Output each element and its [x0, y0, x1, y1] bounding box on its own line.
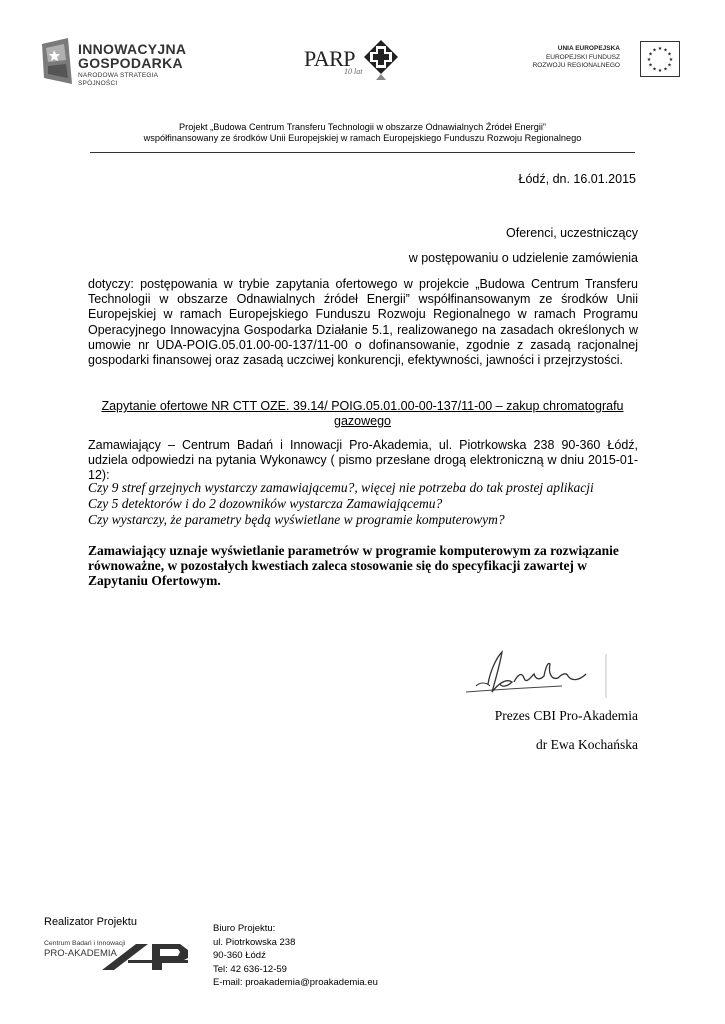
office-city: 90-360 Łódź [213, 950, 266, 962]
ig-logo-line3: NARODOWA STRATEGIA SPÓJNOŚCI [78, 72, 158, 87]
realizator-label: Realizator Projektu [44, 916, 137, 928]
eu-logo-line2: EUROPEJSKI FUNDUSZ [545, 54, 620, 61]
intro-paragraph: Zamawiający – Centrum Badań i Innowacji Pro-Akademia, ul. Piotrkowska 238 90-360 Łódź, udziela odpowiedzi na pytania Wykonawcy ( pismo przesłane drogą elektroniczną w dniu 2015-01-12): [88, 438, 638, 483]
project-title-line1: Projekt „Budowa Centrum Transferu Technologii w obszarze Odnawialnych Źródeł Energii” [179, 122, 546, 132]
svg-text:★: ★ [657, 46, 663, 52]
eu-logo-line3: ROZWOJU REGIONALNEGO [532, 62, 620, 69]
svg-text:★: ★ [663, 66, 668, 73]
pro-akademia-logo [44, 940, 189, 974]
recipient-line1: Oferenci, uczestniczący [506, 226, 638, 240]
svg-text:★: ★ [668, 57, 674, 63]
handwritten-signature [462, 648, 610, 700]
parp-logo-text: PARP [304, 46, 356, 71]
cbi-logo-line2: PRO-AKADEMIA [44, 948, 117, 959]
recipient-line2: w postępowaniu o udzielenie zamówienia [408, 251, 638, 265]
eu-logo-line1: UNIA EUROPEJSKA [557, 45, 620, 52]
ig-logo-line2: GOSPODARKA [78, 55, 183, 71]
svg-text:★: ★ [657, 68, 663, 74]
parp-logo [304, 40, 404, 84]
office-label: Biuro Projektu: [213, 923, 276, 934]
eu-flag-icon [640, 41, 680, 77]
signature-name: dr Ewa Kochańska [536, 737, 638, 752]
svg-text:★: ★ [648, 51, 653, 58]
inquiry-title-line2: gazowego [334, 414, 391, 428]
subject-paragraph: dotyczy: postępowania w trybie zapytania ofertowego w projekcie „Budowa Centrum Transferu Technologii w obszarze Odnawialnych źródeł Energii” współfinansowanym ze środków Unii Europejskiej w ramach Europejskiego Funduszu Rozwoju Regionalnego w ramach Programu Operacyjnego Innowacyjna Gospodarka Działanie 5.1, realizowanego na zasadach określonych w umowie nr UDA-POIG.05.01.00-00-137/11-00 o dofinansowanie, zgodnie z zasadą racjonalnej gospodarki finansowej oraz zasadą uczciwej konkurencji, efektywności, jawności i przejrzystości. [88, 277, 638, 368]
svg-text:★: ★ [667, 51, 672, 58]
signature-title: Prezes CBI Pro-Akademia [494, 708, 638, 723]
parp-mark-icon [364, 40, 398, 80]
svg-text:★: ★ [652, 66, 657, 73]
project-office [213, 922, 378, 990]
letter-date: Łódź, dn. 16.01.2015 [518, 172, 636, 186]
pro-akademia-mark-icon [96, 942, 188, 972]
ig-logo-line1: INNOWACYJNA [78, 41, 187, 57]
project-title-line2: współfinansowany ze środków Unii Europejskiej w ramach Europejskiego Funduszu Rozwoju Regionalnego [143, 133, 582, 143]
ig-logo-mark-icon [42, 38, 72, 84]
innowacyjna-gospodarka-logo [42, 38, 192, 87]
eu-logo [532, 40, 680, 78]
svg-text:★: ★ [648, 62, 653, 69]
answer-paragraph: Zamawiający uznaje wyświetlanie parametrów w programie komputerowym za rozwiązanie równoważne, w pozostałych kwestiach zaleca stosowanie się do specyfikacji zawartej w Zapytaniu Ofertowym. [88, 543, 619, 589]
svg-text:★: ★ [667, 62, 672, 69]
parp-logo-sub: 10 lat [344, 67, 363, 76]
inquiry-title-line1: Zapytanie ofertowe NR CTT OZE. 39.14/ POIG.05.01.00-00-137/11-00 – zakup chromatografu [101, 399, 624, 413]
office-street: ul. Piotrkowska 238 [213, 936, 296, 948]
svg-text:★: ★ [663, 47, 668, 54]
cbi-logo-line1: Centrum Badań i Innowacji [44, 940, 126, 947]
question-3: Czy wystarczy, że parametry będą wyświetlane w programie komputerowym? [88, 512, 505, 527]
question-2: Czy 5 detektorów i do 2 dozowników wystarcza Zamawiającemu? [88, 496, 443, 511]
svg-text:★: ★ [646, 57, 652, 63]
question-1: Czy 9 stref grzejnych wystarczy zamawiającemu?, więcej nie potrzeba do tak prostej aplikacji [88, 480, 594, 495]
header-divider [90, 152, 635, 153]
svg-text:★: ★ [652, 47, 657, 54]
office-tel: Tel: 42 636-12-59 [213, 963, 287, 975]
office-email: E-mail: proakademia@proakademia.eu [213, 977, 378, 989]
